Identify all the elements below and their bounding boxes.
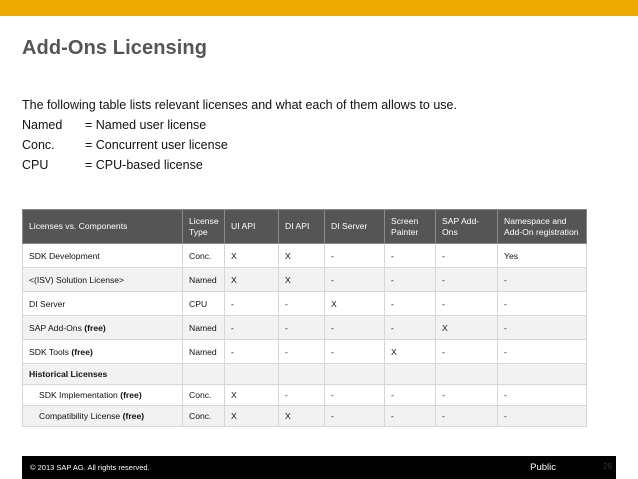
classification-label: Public: [530, 462, 556, 473]
legend-row: [22, 118, 342, 138]
table-row: [23, 406, 587, 427]
free-tag: (free): [84, 322, 106, 333]
table-cell: X: [279, 406, 325, 427]
free-tag: (free): [71, 346, 93, 357]
table-cell: -: [325, 385, 385, 406]
license-name: SDK Development: [29, 250, 100, 261]
table-cell: -: [325, 244, 385, 268]
license-name: SAP Add-Ons: [29, 322, 85, 333]
table-cell: -: [436, 244, 498, 268]
license-name-cell: [23, 244, 183, 268]
table-cell: -: [385, 316, 436, 340]
page-number: 29: [603, 462, 612, 471]
table-cell: Named: [183, 340, 225, 364]
license-type-legend: [22, 118, 342, 178]
table-cell: -: [325, 268, 385, 292]
table-cell: [225, 364, 279, 385]
table-cell: -: [498, 316, 587, 340]
historical-section-row: [23, 364, 587, 385]
table-header-row: [23, 210, 587, 244]
license-name: SDK Implementation: [39, 390, 121, 400]
legend-row: [22, 158, 342, 178]
column-header: DI Server: [325, 210, 385, 244]
table-cell: -: [279, 292, 325, 316]
legend-key: Named: [22, 118, 63, 132]
table-cell: -: [385, 268, 436, 292]
table-cell: X: [436, 316, 498, 340]
license-name: <(ISV) Solution License>: [29, 274, 125, 285]
table-cell: -: [436, 268, 498, 292]
table-cell: -: [498, 340, 587, 364]
legend-value: = Named user license: [85, 118, 207, 132]
license-name: DI Server: [29, 298, 66, 309]
table-cell: [385, 364, 436, 385]
top-accent-bar: [0, 0, 638, 16]
table-cell: [183, 364, 225, 385]
table-cell: -: [279, 340, 325, 364]
table-cell: [325, 364, 385, 385]
legend-value: = CPU-based license: [85, 158, 203, 172]
table-cell: Conc.: [183, 385, 225, 406]
license-name-cell: [23, 316, 183, 340]
license-name-cell: [23, 385, 183, 406]
table-cell: X: [225, 406, 279, 427]
free-tag: (free): [120, 390, 142, 400]
intro-text: The following table lists relevant licenses and what each of them allows to use.: [22, 98, 457, 112]
table-cell: -: [498, 385, 587, 406]
table-cell: -: [385, 292, 436, 316]
table-row: [23, 385, 587, 406]
table-cell: Conc.: [183, 244, 225, 268]
free-tag: (free): [122, 411, 145, 421]
table-row: [23, 316, 587, 340]
table-cell: -: [436, 406, 498, 427]
column-header: SAP Add-Ons: [436, 210, 498, 244]
table-row: [23, 268, 587, 292]
table-cell: X: [225, 244, 279, 268]
table-cell: -: [498, 268, 587, 292]
table-cell: Named: [183, 316, 225, 340]
table-cell: -: [279, 385, 325, 406]
license-name-cell: [23, 340, 183, 364]
table-cell: -: [385, 406, 436, 427]
table-cell: -: [436, 385, 498, 406]
page-title: Add-Ons Licensing: [22, 37, 208, 59]
table-row: [23, 340, 587, 364]
license-name: Compatibility License: [39, 411, 123, 421]
legend-row: [22, 138, 342, 158]
table-cell: -: [436, 340, 498, 364]
table-cell: X: [279, 244, 325, 268]
license-name-cell: [23, 268, 183, 292]
historical-section-label: Historical Licenses: [23, 364, 183, 385]
license-name-cell: [23, 406, 183, 427]
footer-bar: [22, 456, 616, 479]
legend-key: CPU: [22, 158, 49, 172]
table-cell: X: [225, 385, 279, 406]
table-cell: CPU: [183, 292, 225, 316]
table-cell: -: [385, 244, 436, 268]
column-header: UI API: [225, 210, 279, 244]
table-cell: -: [498, 292, 587, 316]
column-header: Licenses vs. Components: [23, 210, 183, 244]
table-cell: Named: [183, 268, 225, 292]
table-cell: [436, 364, 498, 385]
licensing-table: [22, 209, 587, 427]
table-cell: X: [385, 340, 436, 364]
copyright-text: © 2013 SAP AG. All rights reserved.: [30, 463, 150, 472]
table-cell: [279, 364, 325, 385]
table-cell: X: [225, 268, 279, 292]
legend-key: Conc.: [22, 138, 55, 152]
license-name-cell: [23, 292, 183, 316]
legend-value: = Concurrent user license: [85, 138, 228, 152]
table-cell: -: [385, 385, 436, 406]
table-row: [23, 244, 587, 268]
table-cell: X: [325, 292, 385, 316]
table-cell: -: [225, 292, 279, 316]
table-cell: X: [279, 268, 325, 292]
license-name: SDK Tools: [29, 346, 72, 357]
table-cell: -: [325, 340, 385, 364]
table-cell: -: [225, 316, 279, 340]
column-header: License Type: [183, 210, 225, 244]
table-row: [23, 292, 587, 316]
table-cell: -: [436, 292, 498, 316]
table-cell: -: [498, 406, 587, 427]
column-header: Screen Painter: [385, 210, 436, 244]
column-header: Namespace and Add-On registration: [498, 210, 587, 244]
column-header: DI API: [279, 210, 325, 244]
table-cell: Conc.: [183, 406, 225, 427]
table-cell: Yes: [498, 244, 587, 268]
table-cell: -: [279, 316, 325, 340]
table-cell: [498, 364, 587, 385]
table-cell: -: [325, 316, 385, 340]
table-cell: -: [325, 406, 385, 427]
table-cell: -: [225, 340, 279, 364]
